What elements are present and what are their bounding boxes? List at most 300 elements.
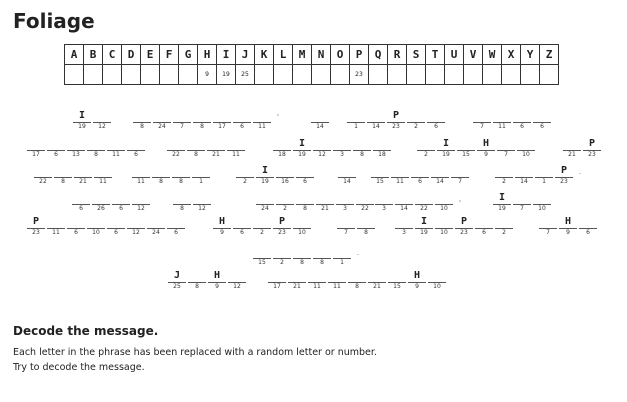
answer-letter[interactable] [450,165,470,177]
answer-letter[interactable]: I [298,138,306,149]
answer-letter[interactable] [332,138,352,150]
key-letter-g: G [179,45,198,65]
letter-cell[interactable] [106,216,126,246]
key-letter-d: D [122,45,141,65]
letter-cell[interactable] [212,110,232,140]
cipher-number: 6 [586,229,590,236]
answer-letter[interactable] [352,138,372,150]
answer-letter[interactable] [534,165,554,177]
letter-cell[interactable] [414,216,434,246]
cipher-number: 7 [480,123,484,130]
answer-letter[interactable] [71,192,91,204]
cipher-number: 6 [54,151,58,158]
letter-cell[interactable] [312,138,332,168]
letter-cell[interactable] [187,270,207,300]
answer-letter[interactable] [287,270,307,282]
letter-cell[interactable] [434,216,454,246]
letter-cell[interactable] [454,216,474,246]
letter-cell[interactable] [232,110,252,140]
answer-letter[interactable] [372,138,392,150]
letter-cell[interactable] [427,270,447,300]
answer-letter[interactable] [232,216,252,228]
letter-cell[interactable] [86,138,106,168]
cipher-number: 24 [261,205,269,212]
answer-letter[interactable] [426,110,446,122]
letter-cell[interactable] [227,270,247,300]
letter-cell[interactable] [372,138,392,168]
letter-cell[interactable] [131,165,151,195]
answer-letter[interactable] [131,165,151,177]
answer-letter[interactable] [126,216,146,228]
answer-letter[interactable] [387,270,407,282]
answer-letter[interactable] [91,192,111,204]
answer-letter[interactable] [295,192,315,204]
key-letter-w: W [483,45,502,65]
answer-letter[interactable] [336,216,356,228]
answer-letter[interactable] [171,165,191,177]
answer-letter[interactable] [434,216,454,228]
answer-letter[interactable] [86,216,106,228]
answer-letter[interactable] [562,138,582,150]
cipher-number: 23 [460,229,468,236]
key-letter-e: E [141,45,160,65]
answer-letter[interactable]: P [32,216,40,227]
answer-letter[interactable] [172,192,192,204]
letter-cell[interactable] [374,192,394,222]
cipher-number: 8 [61,178,65,185]
answer-letter[interactable]: H [413,270,421,281]
letter-cell[interactable] [394,216,414,246]
letter-cell[interactable] [494,165,514,195]
answer-letter[interactable] [406,110,426,122]
letter-cell[interactable] [352,138,372,168]
answer-letter[interactable] [346,110,366,122]
answer-letter[interactable] [427,270,447,282]
cipher-number: 15 [258,259,266,266]
cipher-number: 10 [538,205,546,212]
answer-letter[interactable] [514,165,534,177]
answer-letter[interactable]: P [392,110,400,121]
key-code-i[interactable]: 19 [217,65,236,85]
answer-letter[interactable] [206,138,226,150]
answer-letter[interactable] [394,192,414,204]
answer-letter[interactable]: P [278,216,286,227]
letter-cell[interactable] [492,110,512,140]
cipher-number: 7 [344,229,348,236]
letter-cell[interactable] [66,138,86,168]
letter-cell[interactable] [337,165,357,195]
letter-cell[interactable] [192,192,212,222]
letter-cell[interactable] [255,165,275,195]
answer-letter[interactable] [66,216,86,228]
cipher-number: 1 [340,259,344,266]
cipher-number: 21 [321,205,329,212]
answer-letter[interactable]: P [560,165,568,176]
answer-letter[interactable] [292,216,312,228]
letter-cell[interactable] [336,216,356,246]
letter-cell[interactable] [207,270,227,300]
cipher-number: 14 [372,123,380,130]
letter-cell[interactable] [456,138,476,168]
answer-letter[interactable] [186,138,206,150]
answer-letter[interactable] [474,216,494,228]
letter-cell[interactable] [410,165,430,195]
letter-cell[interactable] [152,110,172,140]
cipher-number: 14 [343,178,351,185]
answer-letter[interactable] [315,192,335,204]
answer-letter[interactable] [295,165,315,177]
cipher-number: 22 [172,151,180,158]
key-code-h[interactable]: 9 [198,65,217,85]
answer-letter[interactable]: J [173,270,181,281]
answer-letter[interactable] [152,110,172,122]
letter-cell[interactable] [386,110,406,140]
cipher-number: 8 [303,205,307,212]
cipher-number: 6 [303,178,307,185]
letter-cell[interactable] [26,138,46,168]
answer-letter[interactable] [46,138,66,150]
answer-letter[interactable] [472,110,492,122]
letter-cell[interactable] [46,138,66,168]
letter-cell[interactable] [426,110,446,140]
letter-cell[interactable] [407,270,427,300]
letter-cell[interactable] [212,216,232,246]
letter-cell[interactable] [514,165,534,195]
letter-cell[interactable] [267,270,287,300]
letter-cell[interactable] [562,138,582,168]
letter-cell[interactable] [554,165,574,195]
answer-letter[interactable] [275,192,295,204]
letter-cell[interactable] [346,110,366,140]
answer-letter[interactable] [578,216,598,228]
cipher-number: 10 [298,229,306,236]
cipher-number: 7 [458,178,462,185]
cipher-number: 7 [546,229,550,236]
cipher-number: 21 [373,283,381,290]
answer-letter[interactable] [367,270,387,282]
letter-cell[interactable] [292,138,312,168]
letter-cell[interactable] [370,165,390,195]
letter-cell[interactable] [450,165,470,195]
cipher-number: 8 [300,259,304,266]
cipher-number: 6 [240,229,244,236]
answer-letter[interactable] [126,138,146,150]
answer-letter[interactable] [532,192,552,204]
letter-cell[interactable] [476,138,496,168]
letter-cell[interactable] [390,165,410,195]
key-letter-u: U [445,45,464,65]
answer-letter[interactable] [327,270,347,282]
answer-letter[interactable] [434,192,454,204]
answer-letter[interactable]: H [564,216,572,227]
key-letter-s: S [407,45,426,65]
cipher-number: 21 [293,283,301,290]
letter-cell[interactable] [146,216,166,246]
answer-letter[interactable] [494,216,514,228]
answer-letter[interactable] [312,138,332,150]
letter-cell[interactable] [26,216,46,246]
answer-letter[interactable] [131,192,151,204]
key-code-j[interactable]: 25 [236,65,255,85]
answer-letter[interactable] [226,138,246,150]
letter-cell[interactable] [582,138,602,168]
answer-letter[interactable] [235,165,255,177]
answer-letter[interactable] [33,165,53,177]
cipher-number: 19 [78,123,86,130]
answer-letter[interactable] [456,138,476,150]
answer-letter[interactable] [86,138,106,150]
answer-letter[interactable] [73,165,93,177]
letter-cell[interactable] [436,138,456,168]
answer-letter[interactable] [252,216,272,228]
answer-letter[interactable]: P [460,216,468,227]
letter-cell[interactable] [72,110,92,140]
answer-letter[interactable] [410,165,430,177]
answer-letter[interactable]: I [78,110,86,121]
letter-cell[interactable] [151,165,171,195]
answer-letter[interactable] [272,246,292,258]
letter-cell[interactable] [287,270,307,300]
answer-letter[interactable] [307,270,327,282]
answer-letter[interactable] [132,110,152,122]
answer-letter[interactable] [312,246,332,258]
letter-cell[interactable] [126,138,146,168]
letter-cell[interactable] [292,216,312,246]
letter-cell[interactable] [86,216,106,246]
letter-cell[interactable] [226,138,246,168]
answer-letter[interactable] [187,270,207,282]
answer-letter[interactable] [374,192,394,204]
punctuation-mark: ' [277,113,279,121]
answer-letter[interactable] [151,165,171,177]
answer-letter[interactable] [512,110,532,122]
letter-cell[interactable] [356,216,376,246]
letter-cell[interactable] [53,165,73,195]
answer-letter[interactable] [172,110,192,122]
letter-cell[interactable] [93,165,113,195]
answer-letter[interactable] [337,165,357,177]
letter-cell[interactable] [186,138,206,168]
answer-letter[interactable] [390,165,410,177]
letter-cell[interactable] [578,216,598,246]
key-code-p[interactable]: 23 [350,65,369,85]
cipher-number: 21 [568,151,576,158]
cipher-number: 19 [261,178,269,185]
answer-letter[interactable] [212,110,232,122]
letter-cell[interactable] [416,138,436,168]
cipher-number: 1 [199,178,203,185]
answer-letter[interactable] [347,270,367,282]
answer-letter[interactable] [255,192,275,204]
letter-cell[interactable] [106,138,126,168]
answer-letter[interactable]: H [218,216,226,227]
letter-cell[interactable] [92,110,112,140]
letter-cell[interactable] [252,110,272,140]
answer-letter[interactable] [512,192,532,204]
cipher-number: 11 [99,178,107,185]
letter-cell[interactable] [232,216,252,246]
letter-cell[interactable] [132,110,152,140]
letter-cell[interactable] [295,165,315,195]
answer-letter[interactable] [355,192,375,204]
cipher-number: 2 [243,178,247,185]
answer-letter[interactable] [166,138,186,150]
answer-letter[interactable] [106,138,126,150]
letter-cell[interactable] [494,216,514,246]
letter-cell[interactable] [252,216,272,246]
letter-cell[interactable] [327,270,347,300]
answer-letter[interactable] [366,110,386,122]
answer-letter[interactable] [356,216,376,228]
answer-letter[interactable]: I [261,165,269,176]
letter-cell[interactable] [66,216,86,246]
answer-letter[interactable] [310,110,330,122]
letter-cell[interactable] [532,110,552,140]
key-letter-a: A [65,45,84,65]
letter-cell[interactable] [496,138,516,168]
answer-letter[interactable] [252,246,272,258]
letter-cell[interactable] [474,216,494,246]
letter-cell[interactable] [206,138,226,168]
answer-letter[interactable] [292,246,312,258]
key-letter-p: P [350,45,369,65]
cipher-number: 19 [298,151,306,158]
answer-letter[interactable] [111,192,131,204]
answer-letter[interactable] [430,165,450,177]
cipher-number: 21 [79,178,87,185]
letter-cell[interactable] [332,138,352,168]
answer-letter[interactable] [53,165,73,177]
answer-letter[interactable]: H [213,270,221,281]
punctuation-mark: . [578,168,582,176]
cipher-number: 12 [198,205,206,212]
answer-letter[interactable] [192,192,212,204]
letter-cell[interactable] [172,110,192,140]
letter-cell[interactable] [235,165,255,195]
answer-letter[interactable] [93,165,113,177]
cipher-number: 22 [361,205,369,212]
answer-letter[interactable] [532,110,552,122]
letter-cell[interactable] [46,216,66,246]
answer-letter[interactable] [496,138,516,150]
answer-letter[interactable] [414,192,434,204]
letter-cell[interactable] [558,216,578,246]
letter-cell[interactable] [367,270,387,300]
answer-letter[interactable] [106,216,126,228]
cipher-number: 3 [340,151,344,158]
letter-cell[interactable] [406,110,426,140]
letter-cell[interactable] [166,138,186,168]
answer-letter[interactable] [267,270,287,282]
answer-letter[interactable] [416,138,436,150]
letter-cell[interactable] [166,216,186,246]
answer-letter[interactable] [192,110,212,122]
key-letter-c: C [103,45,122,65]
cipher-number: 3 [343,205,347,212]
answer-letter[interactable] [46,216,66,228]
cipher-number: 6 [134,151,138,158]
answer-letter[interactable] [92,110,112,122]
letter-cell[interactable] [171,165,191,195]
letter-cell[interactable] [191,165,211,195]
answer-letter[interactable] [232,110,252,122]
answer-letter[interactable] [370,165,390,177]
answer-letter[interactable] [252,110,272,122]
answer-letter[interactable] [227,270,247,282]
answer-letter[interactable] [275,165,295,177]
answer-letter[interactable]: P [588,138,596,149]
answer-letter[interactable] [538,216,558,228]
letter-cell[interactable] [315,192,335,222]
letter-cell[interactable] [307,270,327,300]
answer-letter[interactable] [191,165,211,177]
answer-letter[interactable] [146,216,166,228]
letter-cell[interactable] [512,192,532,222]
answer-letter[interactable] [516,138,536,150]
letter-cell[interactable] [73,165,93,195]
letter-cell[interactable] [33,165,53,195]
letter-cell[interactable] [275,165,295,195]
letter-cell[interactable] [472,110,492,140]
letter-cell[interactable] [272,138,292,168]
letter-cell[interactable] [538,216,558,246]
answer-letter[interactable]: I [498,192,506,203]
letter-cell[interactable] [126,216,146,246]
answer-letter[interactable] [394,216,414,228]
answer-letter[interactable] [492,110,512,122]
letter-cell[interactable] [534,165,554,195]
cipher-number: 18 [278,151,286,158]
letter-cell[interactable] [430,165,450,195]
answer-letter[interactable] [494,165,514,177]
answer-letter[interactable] [26,138,46,150]
cipher-number: 3 [402,229,406,236]
answer-letter[interactable] [335,192,355,204]
cipher-number: 8 [159,178,163,185]
letter-cell[interactable] [366,110,386,140]
cipher-number: 6 [174,229,178,236]
answer-letter[interactable] [332,246,352,258]
key-letter-j: J [236,45,255,65]
cipher-number: 2 [260,229,264,236]
cipher-number: 24 [152,229,160,236]
key-letter-n: N [312,45,331,65]
letter-cell[interactable] [387,270,407,300]
cipher-number: 12 [98,123,106,130]
cipher-number: 10 [440,205,448,212]
answer-letter[interactable] [166,216,186,228]
answer-letter[interactable]: I [442,138,450,149]
letter-cell[interactable] [272,216,292,246]
cipher-number: 15 [376,178,384,185]
letter-cell[interactable] [167,270,187,300]
letter-cell[interactable] [516,138,536,168]
answer-letter[interactable] [66,138,86,150]
letter-cell[interactable] [310,110,330,140]
letter-cell[interactable] [347,270,367,300]
answer-letter[interactable]: I [420,216,428,227]
cipher-number: 2 [414,123,418,130]
answer-letter[interactable]: H [482,138,490,149]
letter-cell[interactable] [512,110,532,140]
cipher-number: 12 [132,229,140,236]
cipher-number: 9 [566,229,570,236]
cipher-number: 6 [482,229,486,236]
cipher-number: 6 [79,205,83,212]
cipher-number: 7 [520,205,524,212]
letter-cell[interactable] [192,110,212,140]
answer-letter[interactable] [272,138,292,150]
